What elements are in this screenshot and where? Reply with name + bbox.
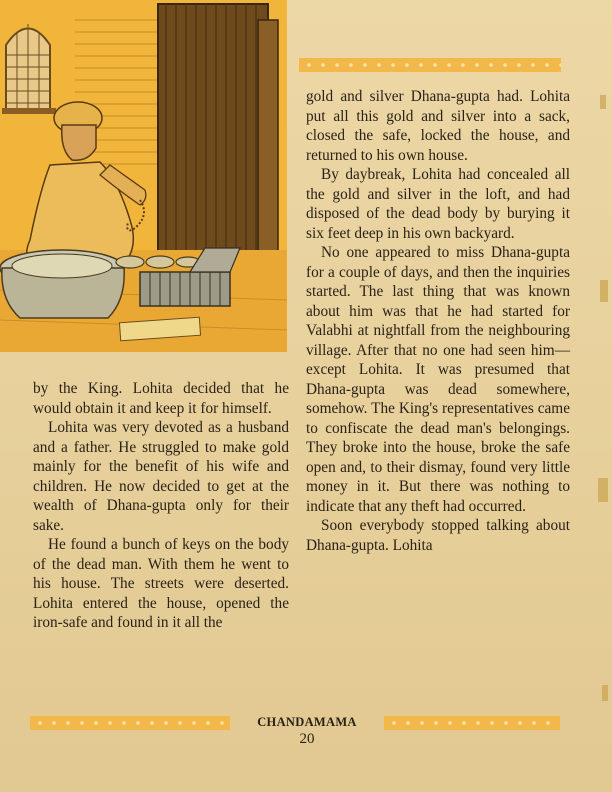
page-number: 20 (299, 731, 315, 747)
page-edge-mark (598, 478, 608, 502)
left-paragraph-1: by the King. Lohita decided that he would obtain it and keep it for himself. (33, 380, 289, 417)
magazine-name: CHANDAMAMA (257, 715, 357, 729)
sack-drawing (0, 250, 124, 318)
illustration-drawing (0, 0, 287, 352)
left-text-column (33, 379, 289, 633)
decorative-border-footer-right (384, 716, 560, 730)
page-edge-mark (600, 95, 606, 109)
cupboard-drawing (158, 4, 278, 270)
left-paragraph-2: Lohita was very devoted as a husband and a father. He struggled to make gold mainly for the benefit of his wife and children. He now decided to get at the wealth of Dhana-gupta only for their sake. (33, 419, 289, 534)
decorative-border-footer-left (30, 716, 230, 730)
right-text-column (306, 87, 570, 555)
right-paragraph-4: Soon everybody stopped talking about Dhana-gupta. Lohita (306, 517, 570, 554)
page-edge-mark (602, 685, 608, 701)
decorative-border-top (299, 58, 561, 72)
right-paragraph-3: No one appeared to miss Dhana-gupta for a couple of days, and then the inquiries started. The last thing that was known about him was that he had started for Valabhi at nightfall from the neighbouring village. After that no one had seen him—except Lohita. It was presumed that Dhana-gupta was dead somewhere, somehow. The King's representatives came to confiscate the dead man's belongings. They broke into the house, broke the safe open and, to their dismay, found very little money in it. But there was nothing to indicate that any theft had occurred. (306, 244, 570, 515)
right-paragraph-2: By daybreak, Lohita had concealed all the gold and silver in the loft, and had disposed of the dead body by burying it six feet deep in his own backyard. (306, 166, 570, 242)
right-paragraph-1: gold and silver Dhana-gupta had. Lohita put all this gold and silver into a sack, closed the safe, locked the house, and returned to his own house. (306, 88, 570, 164)
left-paragraph-3: He found a bunch of keys on the body of the dead man. With them he went to his house. The streets were deserted. Lohita entered the house, opened the iron-safe and found in it all the (33, 536, 289, 631)
bowls-drawing (116, 256, 200, 268)
page-edge-mark (600, 280, 608, 302)
illustration (0, 0, 287, 352)
